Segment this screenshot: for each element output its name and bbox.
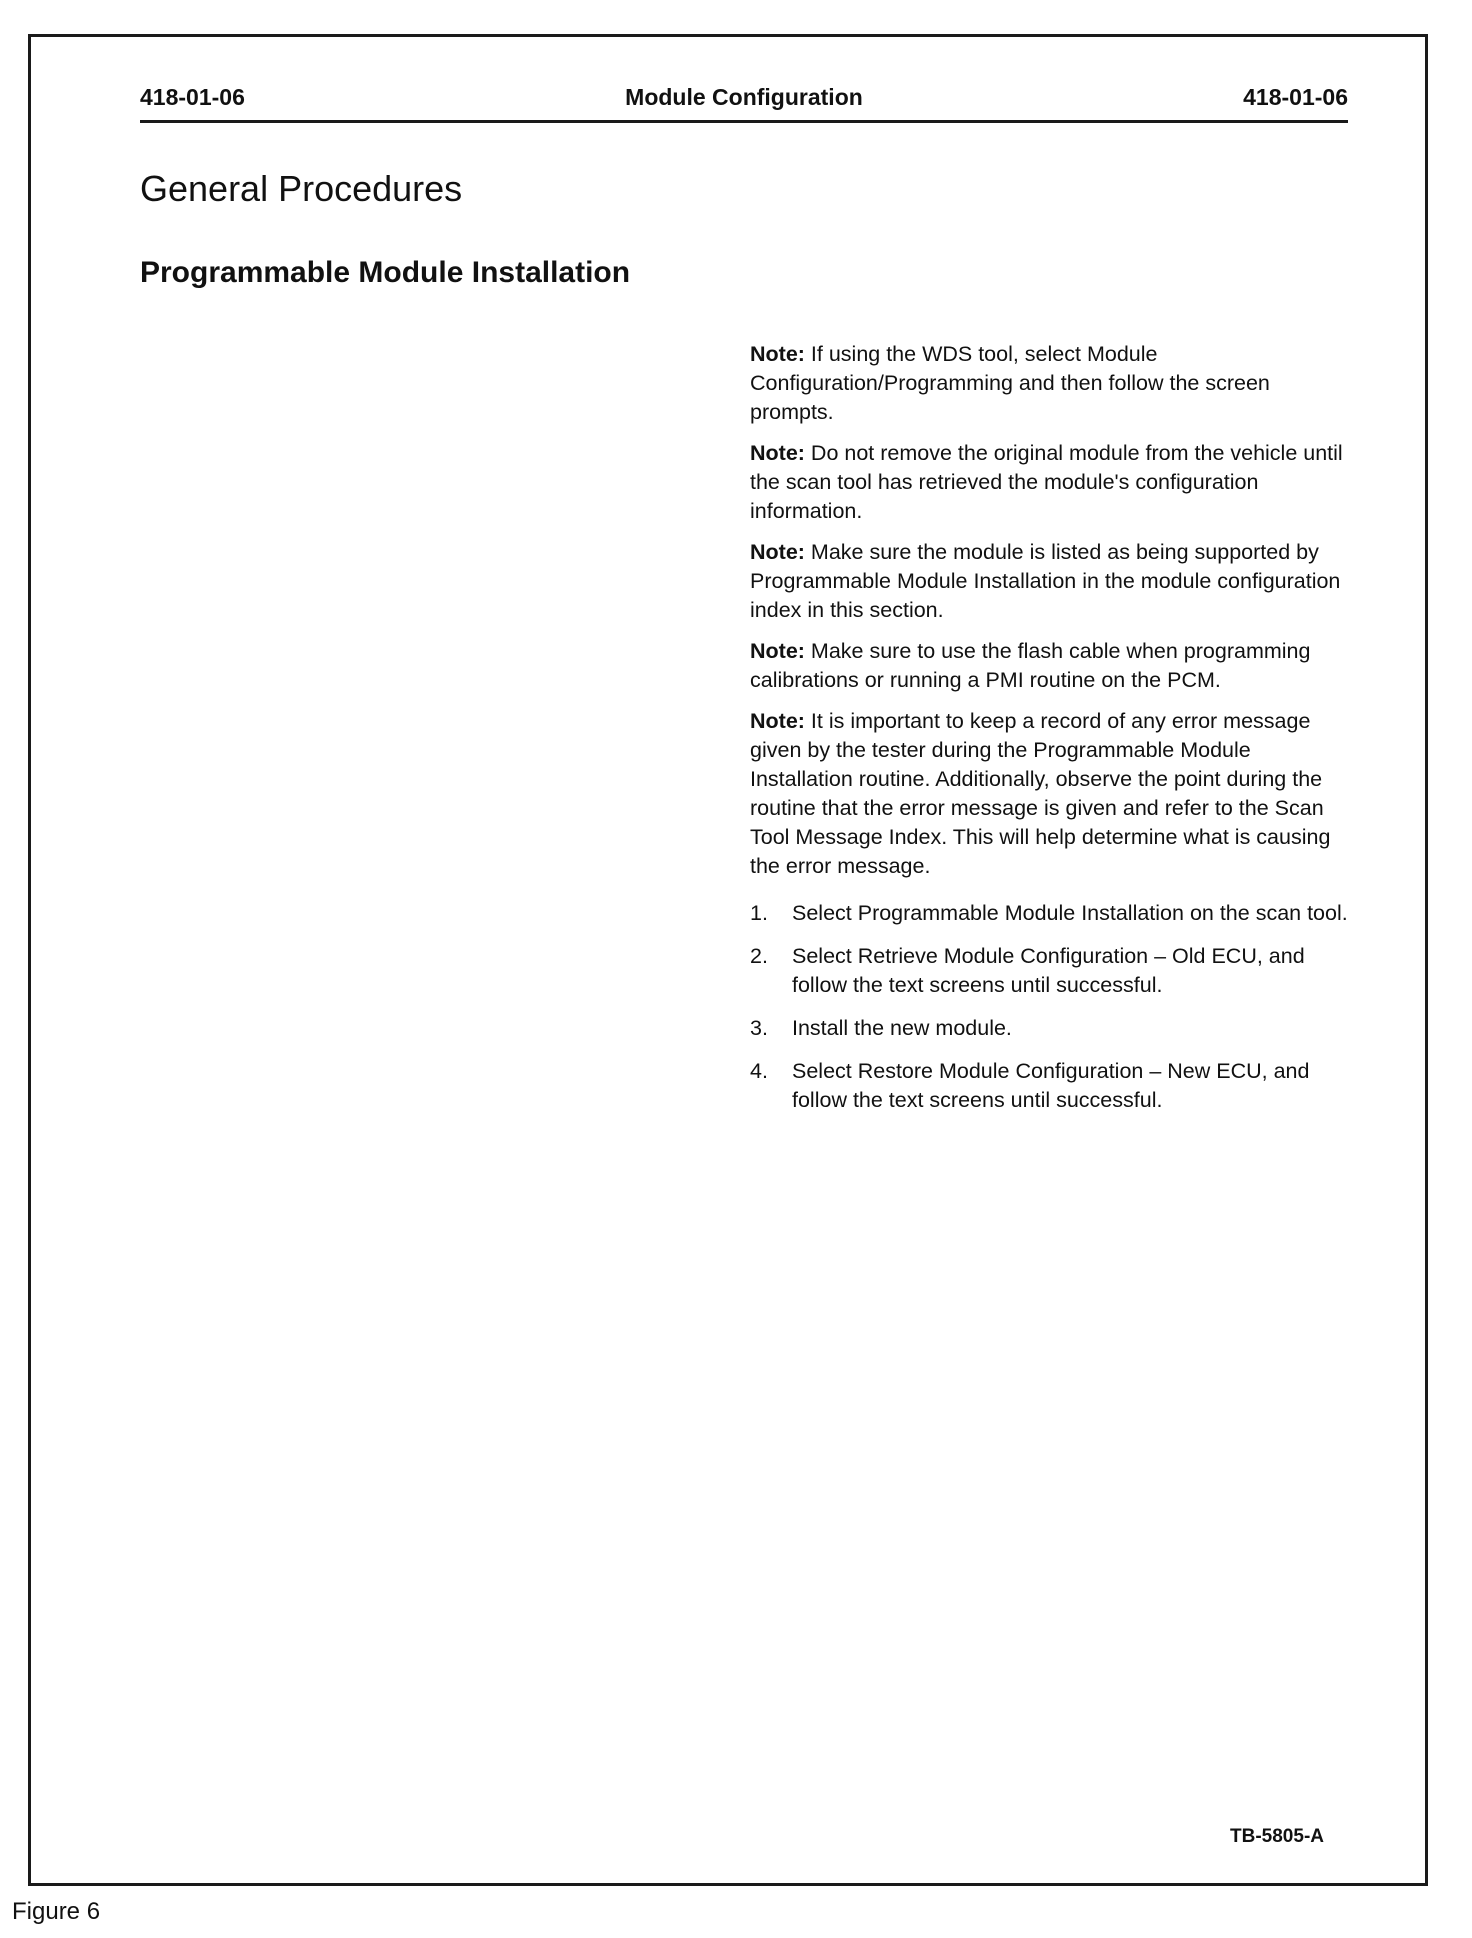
header-title: Module Configuration [625,84,863,110]
step-4 [750,1057,1350,1115]
step-number: 3. [750,1016,768,1040]
step-number: 2. [750,944,768,968]
note-3 [750,538,1350,625]
note-1 [750,340,1350,427]
note-text: Make sure to use the flash cable when programming calibrations or running a PMI routine on the PCM. [750,639,1311,692]
figure-caption: Figure 6 [12,1898,101,1925]
note-label: Note: [750,441,805,465]
figure-code: TB-5805-A [1230,1826,1324,1847]
procedure-content [750,340,1350,1129]
procedure-steps [750,899,1350,1115]
step-number: 1. [750,901,768,925]
note-2 [750,439,1350,526]
step-text: Select Retrieve Module Configuration – Old ECU, and follow the text screens until successful. [792,944,1305,997]
note-label: Note: [750,639,805,663]
note-label: Note: [750,540,805,564]
note-text: Make sure the module is listed as being supported by Programmable Module Installation in the module configuration index in this section. [750,540,1341,622]
running-header [140,82,1348,123]
step-3 [750,1014,1350,1043]
note-label: Note: [750,709,805,733]
note-text: If using the WDS tool, select Module Configuration/Programming and then follow the screen prompts. [750,342,1270,424]
step-text: Select Restore Module Configuration – New ECU, and follow the text screens until successful. [792,1059,1310,1112]
step-2 [750,942,1350,1000]
section-title: General Procedures [140,168,463,209]
note-label: Note: [750,342,805,366]
step-1 [750,899,1350,928]
note-text: It is important to keep a record of any error message given by the tester during the Programmable Module Installation routine. Additionally, observe the point during the routine that the error message is given and refer to the Scan Tool Message Index. This will help determine what is causing the error message. [750,709,1331,878]
step-text: Select Programmable Module Installation on the scan tool. [792,901,1348,925]
header-left-code: 418-01-06 [140,84,245,110]
step-number: 4. [750,1059,768,1083]
procedure-title: Programmable Module Installation [140,256,631,289]
step-text: Install the new module. [792,1016,1012,1040]
note-5 [750,707,1350,881]
note-4 [750,637,1350,695]
note-text: Do not remove the original module from the vehicle until the scan tool has retrieved the module's configuration information. [750,441,1343,523]
header-right-code: 418-01-06 [1243,84,1348,110]
